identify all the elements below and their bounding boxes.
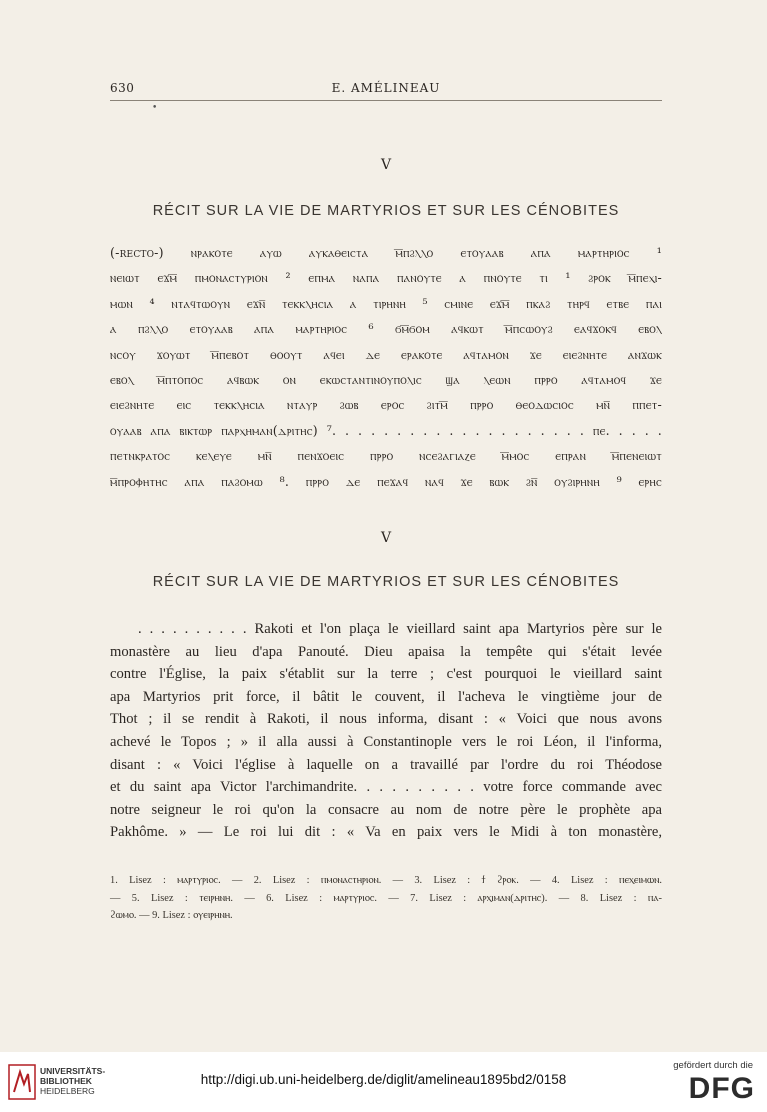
french-line: notre seigneur le roi qu'on la consacre au nom de notre père le prophète apa <box>110 801 662 818</box>
print-dot-mark: • <box>152 103 158 113</box>
running-head: E. AMÉLINEAU <box>331 81 441 95</box>
coptic-line: ⲛⲥⲟⲩ ϫⲟⲩⲱⲧ ⲙ̅ⲡⲉⲃⲟⲧ ⲑⲟⲟⲩⲧ ⲁϥⲉⲓ ⲇⲉ ⲉⲣⲁⲕⲟⲧⲉ ⲁϥⲧⲁⲙⲟⲛ ϫⲉ ⲉⲓⲉϩⲛⲏⲧⲉ ⲁⲛϫⲱⲕ <box>110 346 662 362</box>
coptic-text-block <box>110 240 662 494</box>
library-name-line: HEIDELBERG <box>40 1086 95 1096</box>
coptic-line: (-recto-) ⲛⲣⲁⲕⲟⲧⲉ ⲁⲩⲱ ⲁⲩⲕⲁⲑⲉⲓⲥⲧⲁ ⲙ̅ⲡϩⲗⲗⲟ ⲉⲧⲟⲩⲁⲁⲃ ⲁⲡⲁ ⲙⲁⲣⲧⲏⲣⲓⲟⲥ ¹ <box>110 245 662 260</box>
french-line: disant : « Voici l'église à laquelle on a travaillé par l'ordre du roi Théodose <box>110 756 662 773</box>
french-line: achevé le Topos ; » il alla aussi à Constantinople vers le roi Léon, il l'informa, <box>110 733 662 750</box>
french-line: monastère au lieu d'apa Panouté. Dieu apaisa la tempête qui s'était levée <box>110 643 662 660</box>
coptic-section-numeral: V <box>380 157 392 173</box>
footnote-line: 1. Lisez : ⲙⲁⲣⲧⲩⲣⲓⲟⲥ. — 2. Lisez : ⲡⲙⲟⲛⲁⲥⲧⲏⲣⲓⲟⲛ. — 3. Lisez : ϯ ϩⲣⲟⲕ. — 4. Lisez : ⲡⲉⲭⲉⲓⲙⲱⲛ. <box>110 875 662 886</box>
dfg-logo[interactable]: DFG <box>688 1072 755 1105</box>
french-line: contre l'Église, la paix s'établit sur la terre ; c'est pourquoi le vieillard saint <box>110 666 662 683</box>
library-name-line: BIBLIOTHEK <box>40 1076 92 1086</box>
french-line: Pakhôme. » — Le roi lui dit : « Va en paix vers le Midi à ton monastère, <box>110 824 662 841</box>
library-name-line: UNIVERSITÄTS- <box>40 1066 106 1076</box>
coptic-line: ⲙⲱⲛ ⁴ ⲛⲧⲁϥⲧⲱⲟⲩⲛ ⲉϫⲛ̅ ⲧⲉⲕⲕⲗⲏⲥⲓⲁ ⲁ ⲧⲓⲣⲏⲛⲏ ⁵ ⲥⲙⲓⲛⲉ ⲉϫⲙ̅ ⲡⲕⲁϩ ⲧⲏⲣϥ ⲉⲧⲃⲉ ⲡⲁⲓ <box>110 295 662 311</box>
coptic-line: ⲛⲉⲓⲱⲧ ⲉϫⲙ̅ ⲡⲙⲟⲛⲁⲥⲧⲩⲣⲓⲟⲛ ² ⲉⲡⲙⲁ ⲛⲁⲡⲁ ⲡⲁⲛⲟⲩⲧⲉ ⲁ ⲡⲛⲟⲩⲧⲉ ⲧⲓ ¹ ϩⲣⲟⲕ ⲙ̅ⲡⲉⲭⲓ- <box>110 270 662 286</box>
sponsor-label: gefördert durch die <box>673 1060 753 1071</box>
footnotes <box>110 872 662 925</box>
french-line: Thot ; il se rendit à Rakoti, il nous informa, disant : « Voici que nous avons <box>110 711 662 728</box>
coptic-line: ⲟⲩⲁⲁⲃ ⲁⲡⲁ ⲃⲓⲕⲧⲱⲣ ⲡⲁⲣⲭⲏⲙⲁⲛ(ⲇⲣⲓⲧⲏⲥ) ⁷. . . . . . . . . . . . . . . . . . . . ⲡⲉ. . . . . <box>110 422 662 438</box>
coptic-line: ⲉⲃⲟⲗ ⲙ̅ⲡⲧⲟⲡⲟⲥ ⲁϥⲃⲱⲕ ⲟⲛ ⲉⲕⲱⲥⲧⲁⲛⲧⲓⲛⲟⲩⲡⲟⲗⲓⲥ ϣⲁ ⲗⲉⲱⲛ ⲡⲣⲣⲟ ⲁϥⲧⲁⲙⲟϥ ϫⲉ <box>110 371 662 387</box>
french-line: . . . . . . . . . . Rakoti et l'on plaça le vieillard saint apa Martyrios père sur le <box>138 621 662 637</box>
permalink-url[interactable]: http://digi.ub.uni-heidelberg.de/diglit/amelineau1895bd2/0158 <box>200 1072 567 1087</box>
french-line: et du saint apa Victor l'archimandrite. . . . . . . . . . votre force commande avec <box>110 779 662 796</box>
coptic-line: ⲉⲓⲉϩⲛⲏⲧⲉ ⲉⲓⲥ ⲧⲉⲕⲕⲗⲏⲥⲓⲁ ⲛⲧⲁⲩⲣ ϩⲱⲃ ⲉⲣⲟⲥ ϩⲓⲧⲙ̅ ⲡⲣⲣⲟ ⲑⲉⲟⲇⲱⲥⲓⲟⲥ ⲙⲛ̅ ⲡⲡⲉⲧ- <box>110 397 662 413</box>
viewer-footer <box>0 1052 767 1112</box>
footnote-line: ϩⲱⲙⲟ. — 9. Lisez : ⲟⲩⲉⲓⲣⲏⲛⲏ. <box>110 910 233 922</box>
french-text-block <box>110 618 662 844</box>
french-section-numeral: V <box>380 530 392 546</box>
page-number: 630 <box>110 81 135 95</box>
page-header <box>110 78 662 101</box>
coptic-line: ⲡⲉⲧⲛⲕⲣⲁⲧⲟⲥ ⲕⲉⲗⲉⲩⲉ ⲙⲛ̅ ⲡⲉⲛϫⲟⲉⲓⲥ ⲡⲣⲣⲟ ⲛⲥⲉϩⲁⲅⲓⲁⲍⲉ ⲙ̅ⲙⲟⲥ ⲉⲡⲣⲁⲛ ⲙ̅ⲡⲉⲛⲉⲓⲱⲧ <box>110 448 662 464</box>
coptic-line: ⲙ̅ⲡⲣⲟⲫⲏⲧⲏⲥ ⲁⲡⲁ ⲡⲁϩⲟⲙⲱ ⁸. ⲡⲣⲣⲟ ⲇⲉ ⲡⲉϫⲁϥ ⲛⲁϥ ϫⲉ ⲃⲱⲕ ϩⲛ̅ ⲟⲩϩⲓⲣⲏⲛⲏ ⁹ ⲉⲣⲏⲥ <box>110 473 662 489</box>
footnote-line: — 5. Lisez : ⲧⲉⲓⲣⲏⲛⲏ. — 6. Lisez : ⲙⲁⲣⲧⲩⲣⲓⲟⲥ. — 7. Lisez : ⲁⲣⲭⲓⲙⲁⲛ(ⲇⲣⲓⲧⲏⲥ). — 8. Lisez : ⲡⲁ- <box>110 892 662 904</box>
coptic-line: ⲁ ⲡϩⲗⲗⲟ ⲉⲧⲟⲩⲁⲁⲃ ⲁⲡⲁ ⲙⲁⲣⲧⲏⲣⲓⲟⲥ ⁶ ϭⲙ̅ϭⲟⲙ ⲁϥⲕⲱⲧ ⲙ̅ⲡⲥⲱⲟⲩϩ ⲉⲁϥϫⲟⲕϥ ⲉⲃⲟⲗ <box>110 321 662 337</box>
french-line: apa Martyrios prit force, il bâtit le couvent, il l'acheva le vingtième jour de <box>110 688 662 705</box>
french-section-title: RÉCIT SUR LA VIE DE MARTYRIOS ET SUR LES CÉNOBITES <box>152 574 620 590</box>
coptic-section-title: RÉCIT SUR LA VIE DE MARTYRIOS ET SUR LES CÉNOBITES <box>152 203 620 219</box>
